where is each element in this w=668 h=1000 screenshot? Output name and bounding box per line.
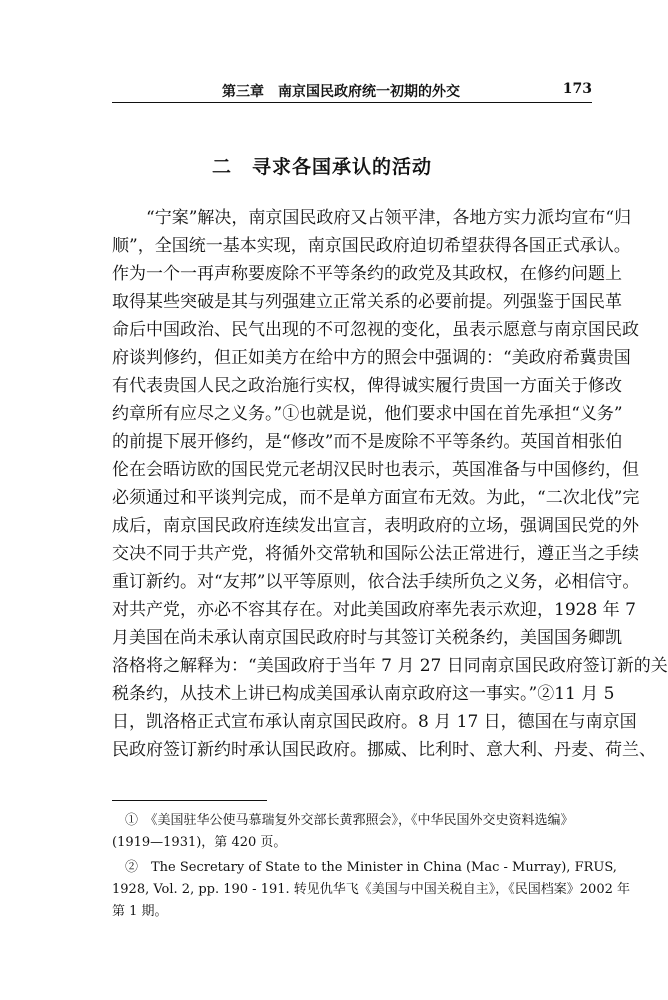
body-line: “宁案”解决，南京国民政府又占领平津，各地方实力派均宣布“归 — [112, 208, 632, 228]
footnote-line: ① 《美国驻华公使马慕瑞复外交部长黄郛照会》，《中华民国外交史资料选编》 — [112, 813, 574, 828]
body-line: 取得某些突破是其与列强建立正常关系的必要前提。列强鉴于国民革 — [112, 292, 622, 312]
body-line: 月美国在尚未承认南京国民政府时与其签订关税条约，美国国务卿凯 — [112, 628, 622, 648]
body-line: 约章所有应尽之义务。”①也就是说，他们要求中国在首先承担“义务” — [112, 404, 623, 424]
body-line: 交决不同于共产党，将循外交常轨和国际公法正常进行，遵正当之手续 — [112, 544, 639, 564]
body-line: 重订新约。对“友邦”以平等原则，依合法手续所负之义务，必相信守。 — [112, 572, 640, 592]
header-rule — [112, 102, 592, 103]
body-line: 伦在会晤访欧的国民党元老胡汉民时也表示，英国准备与中国修约，但 — [112, 460, 639, 480]
body-line: 对共产党，亦必不容其存在。对此美国政府率先表示欢迎，1928 年 7 — [112, 600, 636, 620]
body-line: 的前提下展开修约，是“修改”而不是废除不平等条约。英国首相张伯 — [112, 432, 623, 452]
body-line: 成后，南京国民政府连续发出宣言，表明政府的立场，强调国民党的外 — [112, 516, 639, 536]
body-line: 必须通过和平谈判完成，而不是单方面宣布无效。为此，“二次北伐”完 — [112, 488, 640, 508]
page-number: 173 — [562, 81, 592, 97]
footnote-rule — [112, 800, 267, 801]
footnote-line: 第 1 期。 — [112, 904, 168, 919]
body-text — [112, 204, 668, 764]
body-line: 洛格将之解释为：“美国政府于当年 7 月 27 日同南京国民政府签订新的关 — [112, 656, 668, 676]
running-header — [112, 78, 592, 104]
body-line: 日，凯洛格正式宣布承认南京国民政府。8 月 17 日，德国在与南京国 — [112, 712, 637, 732]
footnote-line: 1928, Vol. 2, pp. 190 - 191. 转见仇华飞《美国与中国关税自主》，《民国档案》2002 年 — [112, 882, 631, 897]
footnote-line: ② The Secretary of State to the Minister in China (Mac - Murray), FRUS, — [112, 860, 617, 875]
body-line: 税条约，从技术上讲已构成美国承认南京政府这一事实。”②11 月 5 — [112, 684, 615, 704]
chapter-title: 第三章 南京国民政府统一初期的外交 — [222, 84, 460, 100]
body-line: 作为一个一再声称要废除不平等条约的政党及其政权，在修约问题上 — [112, 264, 622, 284]
body-line: 命后中国政治、民气出现的不可忽视的变化，虽表示愿意与南京国民政 — [112, 320, 639, 340]
body-line: 有代表贵国人民之政治施行实权，俾得诚实履行贵国一方面关于修改 — [112, 376, 622, 396]
body-line: 府谈判修约，但正如美方在给中方的照会中强调的：“美政府希冀贵国 — [112, 348, 631, 368]
body-line: 民政府签订新约时承认国民政府。挪威、比利时、意大利、丹麦、荷兰、 — [112, 740, 656, 760]
body-line: 顺”，全国统一基本实现，南京国民政府迫切希望获得各国正式承认。 — [112, 236, 631, 256]
footnote-line: (1919—1931)，第 420 页。 — [112, 835, 287, 850]
section-title: 二 寻求各国承认的活动 — [211, 156, 432, 178]
footnotes — [112, 810, 631, 923]
